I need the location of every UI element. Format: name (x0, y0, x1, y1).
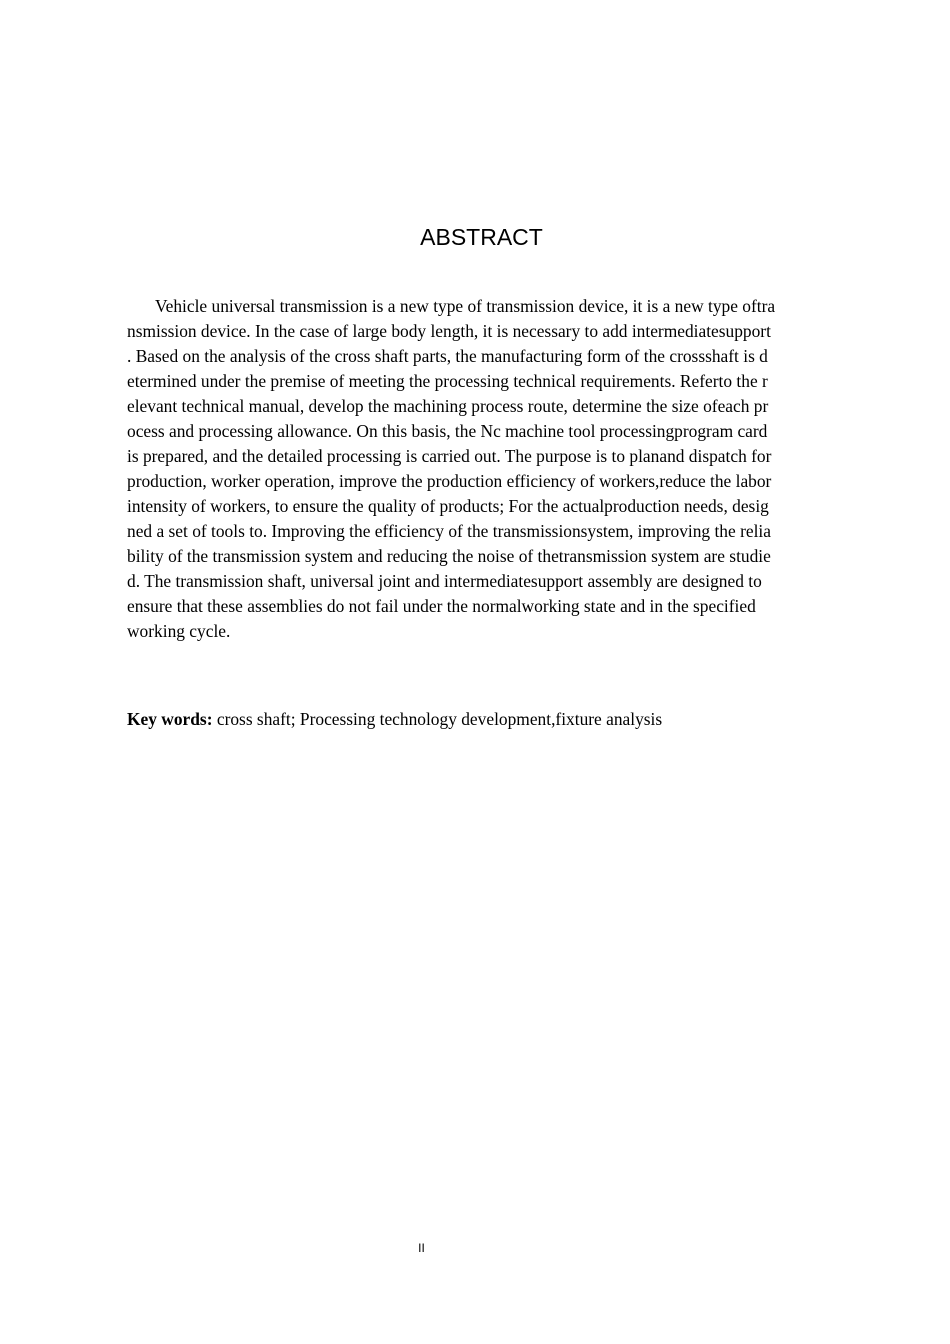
abstract-line: ensure that these assemblies do not fail under the normalworking state and in the specified (127, 596, 756, 616)
abstract-line: working cycle. (127, 621, 231, 641)
abstract-line: etermined under the premise of meeting the processing technical requirements. Referto the r (127, 371, 768, 391)
abstract-line: . Based on the analysis of the cross shaft parts, the manufacturing form of the crossshaft is d (127, 346, 768, 366)
keywords-label: Key words: (127, 709, 213, 729)
abstract-line: d. The transmission shaft, universal joint and intermediatesupport assembly are designed to (127, 571, 762, 591)
abstract-line: intensity of workers, to ensure the quality of products; For the actualproduction needs, desig (127, 496, 769, 516)
keywords-section (127, 707, 839, 732)
abstract-line: is prepared, and the detailed processing is carried out. The purpose is to planand dispatch for (127, 446, 772, 466)
abstract-line: bility of the transmission system and reducing the noise of thetransmission system are studie (127, 546, 771, 566)
page-number: II (418, 1241, 425, 1255)
abstract-title: ABSTRACT (420, 224, 543, 250)
abstract-line: Vehicle universal transmission is a new type of transmission device, it is a new type oftra (155, 296, 776, 316)
keywords-text: cross shaft; Processing technology development,fixture analysis (212, 709, 663, 729)
abstract-line: elevant technical manual, develop the machining process route, determine the size ofeach pr (127, 396, 769, 416)
abstract-paragraph (127, 294, 839, 644)
abstract-line: ned a set of tools to. Improving the efficiency of the transmissionsystem, improving the relia (127, 521, 771, 541)
abstract-line: nsmission device. In the case of large body length, it is necessary to add intermediatesupport (127, 321, 771, 341)
abstract-line: ocess and processing allowance. On this basis, the Nc machine tool processingprogram card (127, 421, 768, 441)
abstract-line: production, worker operation, improve the production efficiency of workers,reduce the labor (127, 471, 772, 491)
